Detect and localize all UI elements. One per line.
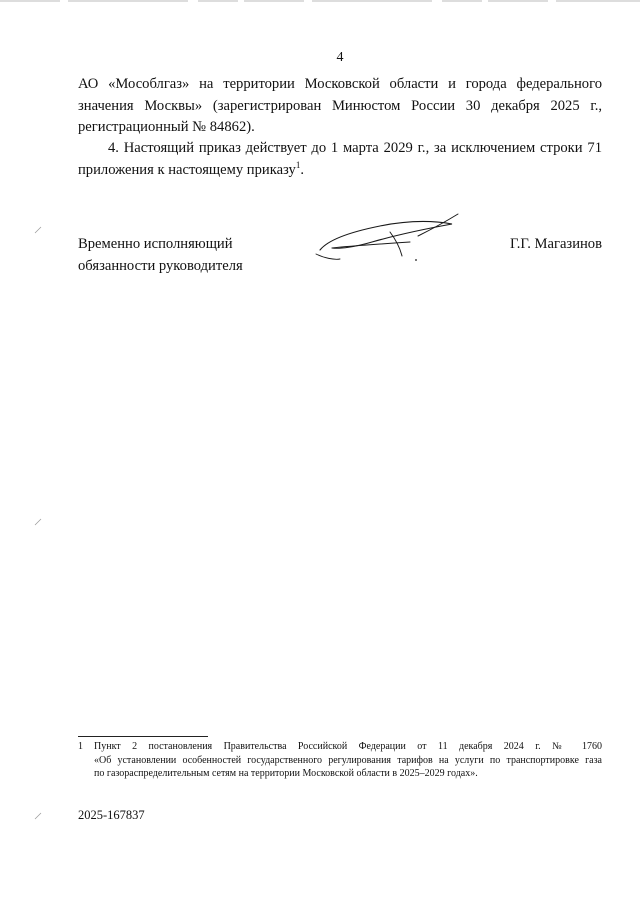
footnote-line: Пункт 2 постановления Правительства Российской Федерации от 11 декабря 2024 г. № 1760 (94, 741, 602, 752)
paragraph-continuation (78, 74, 602, 139)
paragraph-line: АО «Мособлгаз» на территории Московской области и города федерального (78, 76, 602, 92)
paragraph-line-end: . (300, 161, 304, 178)
paragraph-line: значения Москвы» (зарегистрирован Минюстом России 30 декабря 2025 г., (78, 97, 602, 114)
signatory-name: Г.Г. Магазинов (509, 236, 602, 252)
paragraph-line (78, 160, 602, 182)
paragraph-line: регистрационный № 84862). (78, 119, 255, 135)
footnote (78, 740, 602, 781)
scan-mark (34, 812, 42, 820)
scan-mark (34, 226, 42, 234)
scan-edge-strip (0, 0, 640, 2)
footnote-reference[interactable]: 1 (295, 159, 301, 170)
footnote-divider (78, 736, 208, 737)
scan-mark (34, 518, 42, 526)
signatory-position (78, 234, 243, 277)
signatory-position-line: Временно исполняющий (78, 236, 233, 252)
document-registration-id: 2025-167837 (78, 808, 145, 822)
paragraph-validity-clause (78, 138, 602, 181)
paragraph-line: 4. Настоящий приказ действует до 1 марта 2029 г., за исключением строки 71 (108, 140, 602, 156)
paragraph-line-text: приложения к настоящему приказу (78, 161, 296, 178)
footnote-text (94, 740, 602, 781)
footnote-line: по газораспределительным сетям на территории Московской области в 2025–2029 годах». (94, 768, 478, 779)
footnote-number: 1 (78, 741, 83, 752)
footnote-line: «Об установлении особенностей государственного регулирования тарифов на услуги по транспортировке газа (94, 754, 602, 766)
signatory-position-line: обязанности руководителя (78, 257, 243, 274)
page-number: 4 (336, 50, 344, 65)
handwritten-signature (310, 212, 470, 268)
